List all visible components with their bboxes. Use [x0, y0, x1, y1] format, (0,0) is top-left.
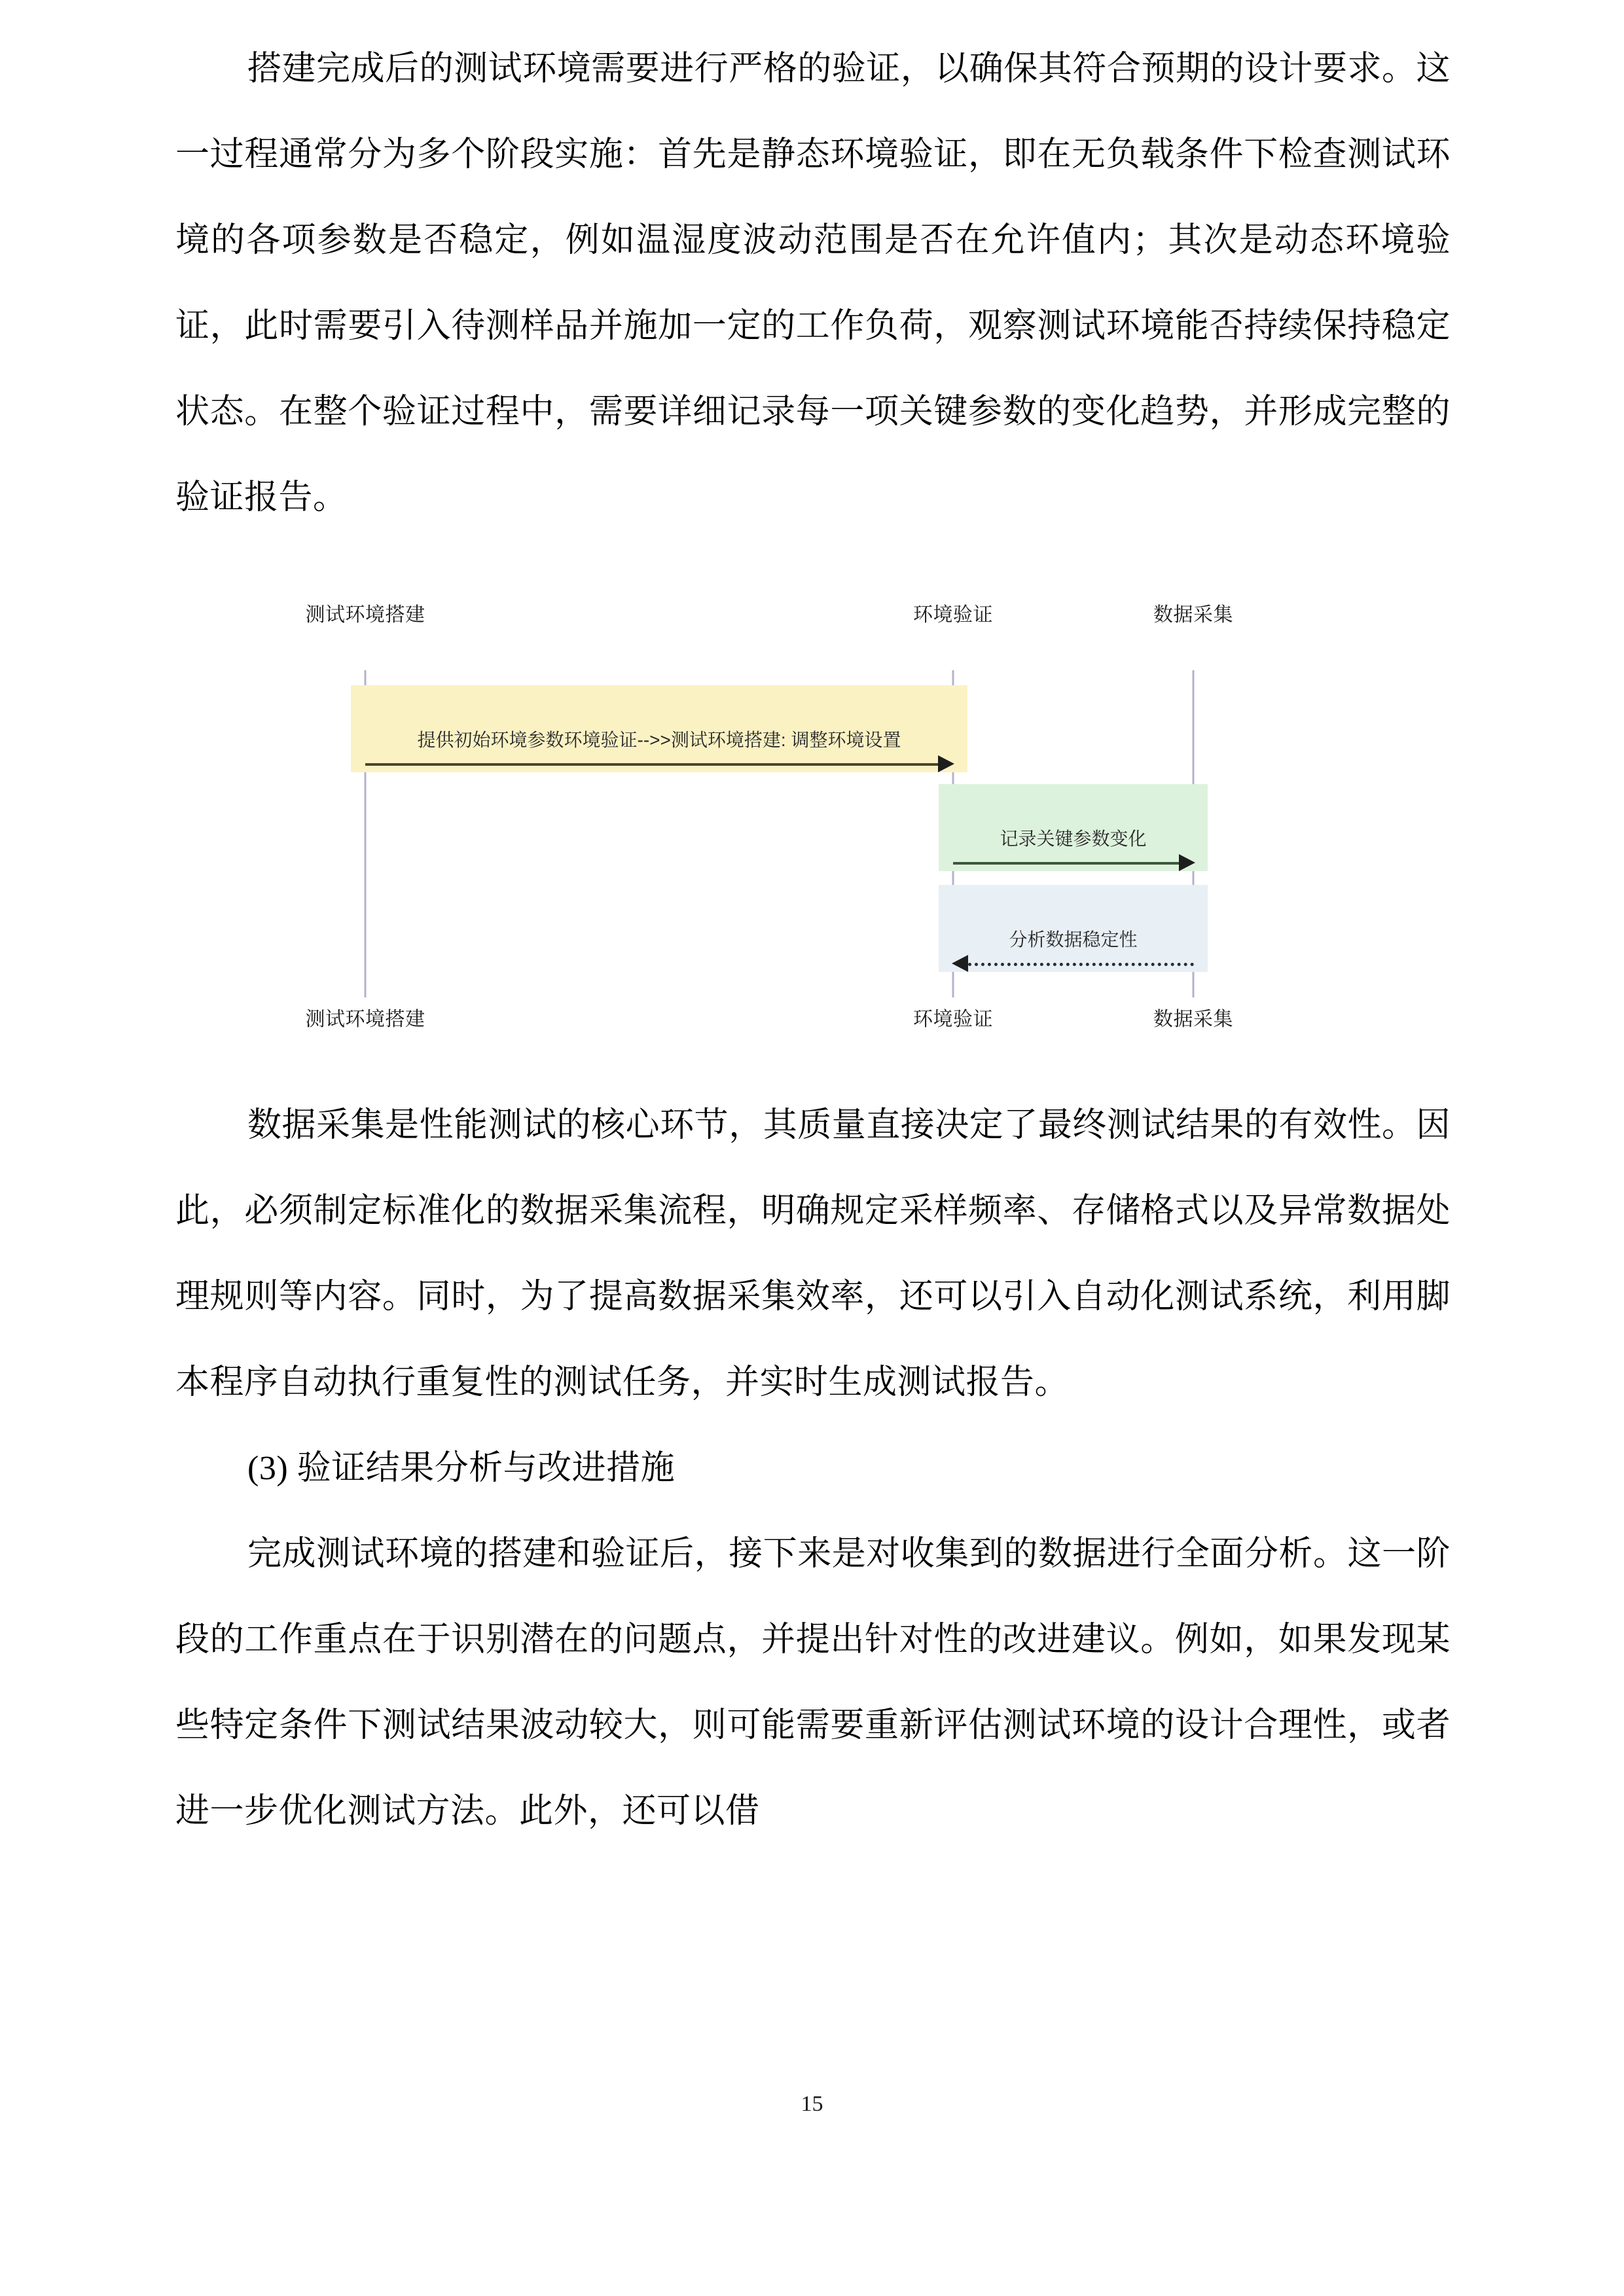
message-arrow-head-1: [938, 755, 954, 772]
message-arrow-line-2: [953, 862, 1182, 865]
actor-label-top-3: 数据采集: [1153, 604, 1233, 626]
message-box-3: [939, 885, 1208, 972]
actor-label-top-2: 环境验证: [913, 604, 993, 626]
message-box-1: [351, 685, 967, 772]
message-label-3: 分析数据稳定性: [1009, 929, 1138, 950]
actor-label-bottom-2: 环境验证: [913, 1009, 993, 1030]
page-number: 15: [801, 2092, 823, 2116]
actor-label-bottom-1: 测试环境搭建: [305, 1009, 425, 1030]
paragraph-data-collection: 数据采集是性能测试的核心环节，其质量直接决定了最终测试结果的有效性。因此，必须制定标准化的数据采集流程，明确规定采样频率、存储格式以及异常数据处理规则等内容。同时，为了提高数据采集效率，还可以引入自动化测试系统，利用脚本程序自动执行重复性的测试任务，并实时生成测试报告。: [175, 1107, 1451, 1401]
figure-top-gap: [175, 541, 1451, 598]
paragraph-intro: 搭建完成后的测试环境需要进行严格的验证，以确保其符合预期的设计要求。这一过程通常分为多个阶段实施：首先是静态环境验证，即在无负载条件下检查测试环境的各项参数是否稳定，例如温湿度波动范围是否在允许值内；其次是动态环境验证，此时需要引入待测样品并施加一定的工作负荷，观察测试环境能否持续保持稳定状态。在整个验证过程中，需要详细记录每一项关键参数的变化趋势，并形成完整的验证报告。: [175, 50, 1451, 516]
message-arrow-head-2: [1179, 854, 1195, 871]
actor-label-top-1: 测试环境搭建: [305, 604, 425, 626]
message-box-2: [939, 784, 1208, 871]
message-arrow-head-3: [952, 955, 968, 972]
sequence-diagram: [274, 598, 1354, 1056]
sequence-diagram-figure: [175, 598, 1451, 1056]
top-spacer: [175, 0, 1451, 26]
message-arrow-line-3: [968, 963, 1194, 966]
page-content: [175, 0, 1451, 1854]
message-label-1: 提供初始环境参数环境验证-->>测试环境搭建: 调整环境设置: [417, 730, 901, 750]
message-arrow-line-1: [365, 763, 941, 766]
figure-bottom-gap: [175, 1056, 1451, 1083]
message-label-2: 记录关键参数变化: [1000, 829, 1147, 849]
actor-label-bottom-3: 数据采集: [1153, 1009, 1233, 1030]
paragraph-section-heading: (3) 验证结果分析与改进措施: [247, 1450, 676, 1487]
paragraph-analysis: 完成测试环境的搭建和验证后，接下来是对收集到的数据进行全面分析。这一阶段的工作重点在于识别潜在的问题点，并提出针对性的改进建议。例如，如果发现某些特定条件下测试结果波动较大，则可能需要重新评估测试环境的设计合理性，或者进一步优化测试方法。此外，还可以借: [175, 1535, 1451, 1830]
